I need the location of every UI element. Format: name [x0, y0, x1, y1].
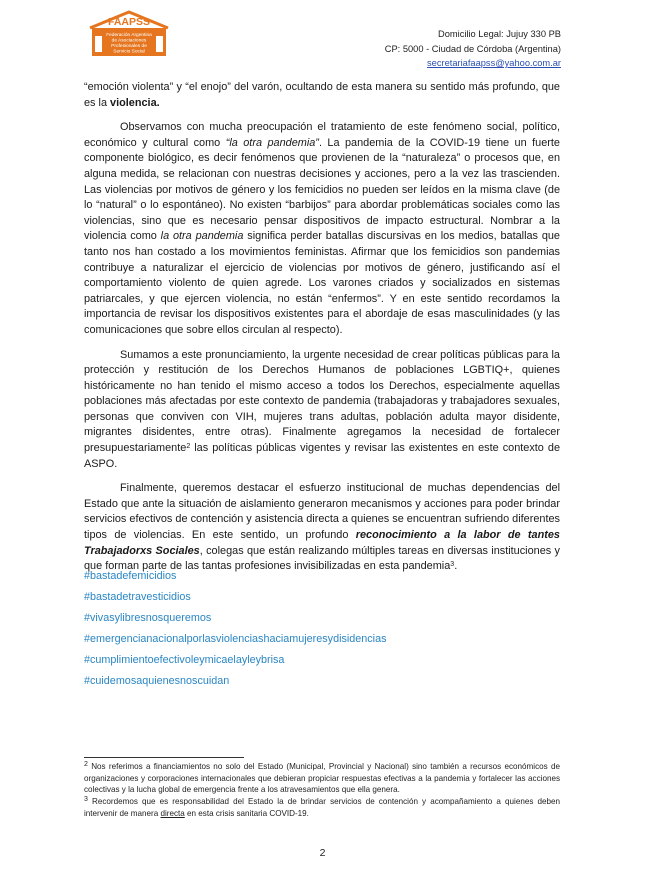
- logo-line-4: Servicio Social: [113, 49, 145, 55]
- address-line-1: Domicilio Legal: Jujuy 330 PB: [438, 29, 561, 39]
- hashtag[interactable]: #bastadefemicidios: [84, 570, 177, 582]
- logo-line-2: de Asociaciones: [111, 38, 147, 44]
- footnote-ref-2[interactable]: 2: [186, 443, 191, 451]
- footnote-2: $^2$ Nos referimos a financiamientos no solo del Estado (Municipal, Provincial y Nacional) sino también a recursos económicos de organizaciones y corporaciones internacionales que debieran propiciar respuestas efectivas a la pandemia y fortalecer las acciones colectivas y la lucha global de emergencia frente a los atravesamientos que ella genera.: [84, 761, 560, 795]
- email-link[interactable]: secretariafaapss@yahoo.com.ar: [427, 58, 561, 68]
- footnote-divider: [84, 757, 244, 758]
- hashtag-list: [84, 566, 386, 692]
- header-address: [385, 27, 561, 71]
- paragraph-4: Finalmente, queremos destacar el esfuerzo institucional de muchas dependencias del Estado que ante la situación de aislamiento generaron mecanismos y acciones para poder brindar servicios efectivos de contención y asistencia directa a quienes se encuentran sufriendo diferentes tipos de violencias. En este sentido, un profundo reconocimiento a la labor de tantes Trabajadorxs Sociales, colegas que están realizando múltiples tareas en diversas instituciones y que forman parte de las tantas profesiones invisibilizadas en esta pandemia$^3$.: [84, 482, 560, 573]
- logo-line-1: Federación Argentina: [106, 33, 152, 38]
- hashtag[interactable]: #emergencianacionalporlasviolenciashaciamujeresydisidencias: [84, 633, 387, 645]
- paragraph-3: Sumamos a este pronunciamiento, la urgente necesidad de crear políticas públicas para la protección y restitución de los Derechos Humanos de poblaciones LGBTIQ+, quienes históricamente no han tenido el mismo acceso a todos los Derechos, especialmente aquellas poblaciones más afectadas por este contexto de pandemia (trabajadoras y trabajadores sexuales, personas que conviven con VIH, mujeres trans adultas, población adulta mayor disidente, migrantes disidentes, entre otras). Finalmente agregamos la necesidad de fortalecer presupuestariamente$^2$ las políticas públicas vigentes y revisar las existentes en este contexto de ASPO.: [84, 348, 560, 470]
- faapss-logo: [88, 10, 170, 58]
- paragraph-2: Observamos con mucha preocupación el tratamiento de este fenómeno social, político, económico y cultural como “la otra pandemia”. La pandemia de la COVID-19 tiene un fuerte componente biológico, es decir fenómenos que provienen de la “naturaleza” o procesos que, en alguna medida, se relacionan con nuestras decisiones y acciones, pero a la vez las trascienden. Las violencias por motivos de género y los femicidios no pueden ser leídos en la misma clave (de lo “natural” o lo espontáneo). No existen “barbijos” para abordar problemáticas sociales como las violencias, sino que es necesario pensar dispositivos de impacto estructural. Nombrar a la violencia como la otra pandemia significa perder batallas discursivas en los medios, batallas que tanto nos han costado a los movimientos feministas. Afirmar que los femicidios son pandemias contribuye a naturalizar el ejercicio de violencias por motivos de género, justificando así el comportamiento violento de quien agrede. Los varones criados y socializados en sistemas patriarcales, y que ejercen violencia, no están “enfermos”. Y en este sentido recordamos la importancia de revisar los dispositivos existentes para el abordaje de esas masculinidades (y las comunicaciones que sobre ellos circulan al respecto).: [84, 121, 560, 336]
- document-body: [84, 80, 560, 575]
- hashtag[interactable]: #cumplimientoefectivoleymicaelayleybrisa: [84, 654, 285, 666]
- page-number: 2: [319, 847, 326, 859]
- logo-name-text: FAAPSS: [107, 16, 151, 28]
- footnote-3: $^3$ Recordemos que es responsabilidad del Estado la de brindar servicios de contención y acompañamiento a quienes deben intervenir de manera directa en esta crisis sanitaria COVID-19.: [84, 796, 560, 818]
- address-line-2: CP: 5000 - Ciudad de Córdoba (Argentina): [384, 43, 561, 54]
- faapss-logo-graphic: [88, 10, 170, 58]
- logo-line-3: Profesionales de: [111, 44, 147, 49]
- footnote-ref-3[interactable]: 3: [450, 561, 455, 569]
- paragraph-1: “emoción violenta” y “el enojo” del varón, ocultando de esta manera su sentido más profundo, que es la violencia.: [84, 81, 560, 109]
- hashtag[interactable]: #bastadetravesticidios: [84, 591, 191, 603]
- footnotes: [84, 761, 560, 820]
- hashtag[interactable]: #vivasylibresnosqueremos: [84, 612, 212, 624]
- hashtag[interactable]: #cuidemosaquienesnoscuidan: [84, 675, 230, 687]
